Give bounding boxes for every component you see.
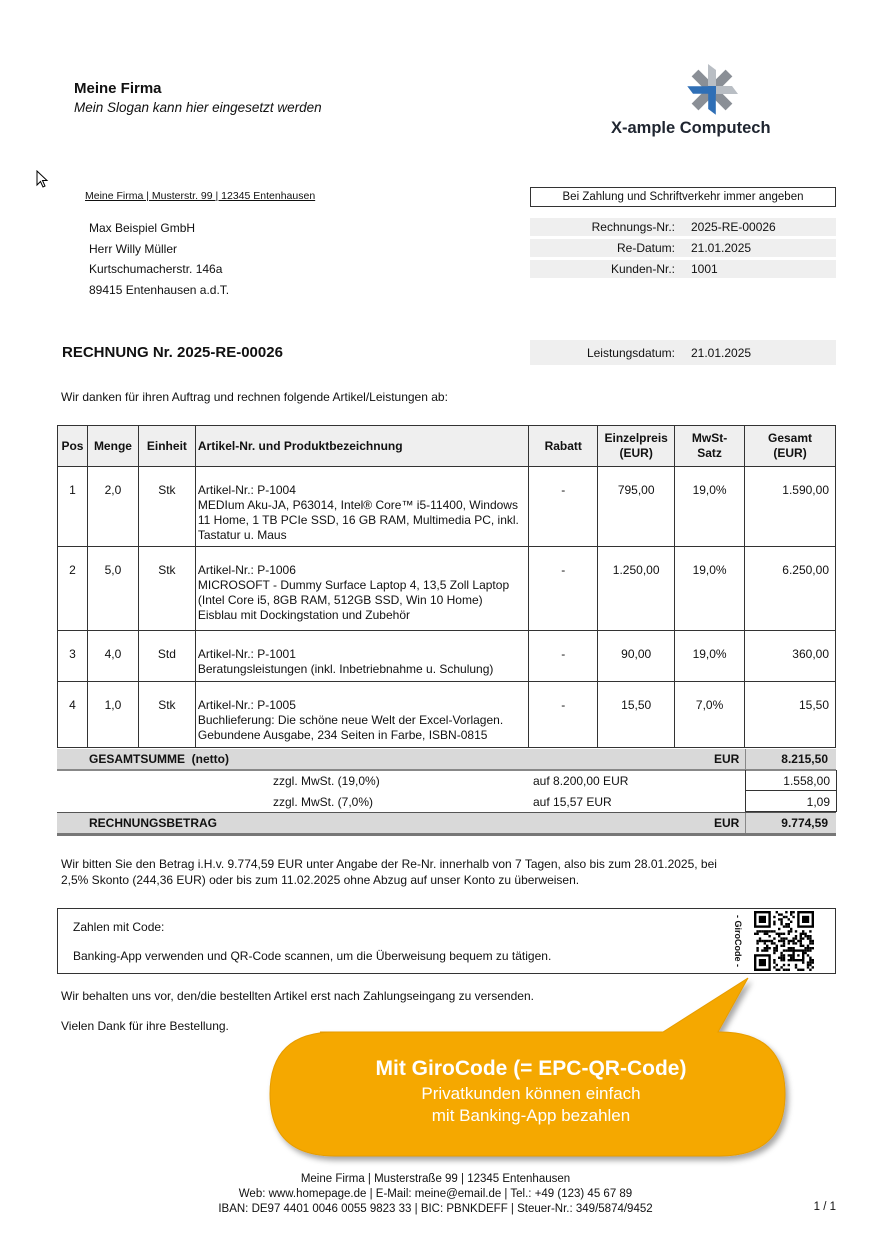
row-vat: 19,0% bbox=[675, 467, 745, 547]
mouse-cursor-icon bbox=[36, 170, 50, 190]
desc-line: MEDIum Aku-JA, P63014, Intel® Core™ i5-11400, Windows bbox=[197, 498, 518, 512]
gross-total-bar bbox=[57, 812, 836, 836]
callout-title: Mit GiroCode (= EPC-QR-Code) bbox=[375, 1057, 687, 1080]
footer-address: Meine Firma | Musterstraße 99 | 12345 Entenhausen bbox=[300, 1173, 571, 1185]
footer-contact: Web: www.homepage.de | E-Mail: meine@email.de | Tel.: +49 (123) 45 67 89 bbox=[238, 1188, 633, 1200]
vat19-amount: 1.558,00 bbox=[783, 774, 830, 788]
row-discount: - bbox=[529, 467, 598, 547]
row-unit: Stk bbox=[138, 682, 195, 748]
callout-text bbox=[270, 1055, 792, 1127]
service-date-row bbox=[530, 340, 836, 365]
net-total-amount: 8.215,50 bbox=[781, 752, 828, 766]
sender-return-address: Meine Firma | Musterstr. 99 | 12345 Entenhausen bbox=[85, 190, 316, 202]
desc-line: MICROSOFT - Dummy Surface Laptop 4, 13,5 Zoll Laptop bbox=[197, 578, 510, 592]
desc-line: Gebundene Ausgabe, 234 Seiten in Farbe, ISBN-0815 bbox=[197, 728, 488, 742]
gross-total-currency: EUR bbox=[714, 816, 740, 830]
col-header-desc: Artikel-Nr. und Produktbezeichnung bbox=[195, 426, 528, 467]
desc-line: Tastatur u. Maus bbox=[197, 528, 287, 542]
service-date-label: Leistungsdatum: bbox=[586, 346, 675, 360]
row-unit-price: 1.250,00 bbox=[598, 547, 675, 631]
desc-line: Artikel-Nr.: P-1001 bbox=[197, 647, 296, 661]
row-unit-price: 15,50 bbox=[598, 682, 675, 748]
row-qty: 5,0 bbox=[87, 547, 138, 631]
table-row bbox=[58, 547, 836, 631]
col-header-total-line2: (EUR) bbox=[773, 446, 807, 460]
row-qty: 4,0 bbox=[87, 631, 138, 682]
thank-you-note: Vielen Dank für ihre Bestellung. bbox=[61, 1019, 229, 1033]
customer-number-value: 1001 bbox=[691, 262, 718, 276]
row-total: 15,50 bbox=[745, 682, 836, 748]
table-row bbox=[58, 467, 836, 547]
col-header-total bbox=[745, 426, 836, 467]
col-header-pos: Pos bbox=[58, 426, 88, 467]
row-unit: Stk bbox=[138, 547, 195, 631]
recipient-company: Max Beispiel GmbH bbox=[89, 221, 196, 235]
col-header-unit: Einheit bbox=[138, 426, 195, 467]
row-discount: - bbox=[529, 682, 598, 748]
table-row bbox=[58, 631, 836, 682]
vat7-base: auf 15,57 EUR bbox=[533, 795, 612, 809]
row-pos: 3 bbox=[58, 631, 88, 682]
col-header-discount: Rabatt bbox=[529, 426, 598, 467]
col-header-qty: Menge bbox=[87, 426, 138, 467]
vat19-amount-box bbox=[745, 770, 837, 791]
row-total: 6.250,00 bbox=[745, 547, 836, 631]
invoice-date-row bbox=[530, 239, 836, 257]
girocode-vertical-label bbox=[726, 911, 744, 971]
col-header-total-line1: Gesamt bbox=[768, 431, 813, 445]
desc-line: Eisblau mit Dockingstation und Zubehör bbox=[197, 608, 410, 622]
gross-total-amount: 9.774,59 bbox=[781, 816, 828, 830]
payment-terms-line: 2,5% Skonto (244,36 EUR) oder bis zum 11.02.2025 ohne Abzug auf unser Konto zu überweisen. bbox=[61, 873, 580, 887]
row-discount: - bbox=[529, 631, 598, 682]
gross-total-label: RECHNUNGSBETRAG bbox=[89, 816, 218, 830]
invoice-title: RECHNUNG Nr. 2025-RE-00026 bbox=[62, 344, 283, 361]
girocode-instructions: Banking-App verwenden und QR-Code scannen, um die Überweisung bequem zu tätigen. bbox=[73, 949, 552, 963]
row-total: 1.590,00 bbox=[745, 467, 836, 547]
company-name: Meine Firma bbox=[74, 80, 162, 97]
row-total: 360,00 bbox=[745, 631, 836, 682]
col-header-vat-line1: MwSt- bbox=[691, 431, 728, 445]
invoice-number-row bbox=[530, 218, 836, 236]
row-unit-price: 90,00 bbox=[598, 631, 675, 682]
vat7-amount: 1,09 bbox=[806, 795, 830, 809]
divider bbox=[745, 749, 746, 769]
desc-line: Artikel-Nr.: P-1005 bbox=[197, 698, 296, 712]
row-vat: 19,0% bbox=[675, 631, 745, 682]
col-header-unit-price-line1: Einzelpreis bbox=[604, 431, 668, 445]
payment-terms-line: Wir bitten Sie den Betrag i.H.v. 9.774,59 EUR unter Angabe der Re-Nr. innerhalb von 7 Tagen, also bis zum 28.01.2025, bei bbox=[61, 857, 717, 871]
row-description bbox=[195, 682, 528, 748]
invoice-number-value: 2025-RE-00026 bbox=[691, 220, 776, 234]
col-header-vat bbox=[675, 426, 745, 467]
girocode-box bbox=[57, 908, 836, 974]
girocode-title: Zahlen mit Code: bbox=[73, 920, 165, 934]
company-slogan: Mein Slogan kann hier eingesetzt werden bbox=[74, 100, 322, 115]
row-discount: - bbox=[529, 547, 598, 631]
vat19-label: zzgl. MwSt. (19,0%) bbox=[273, 774, 380, 788]
net-total-currency: EUR bbox=[714, 752, 740, 766]
intro-text: Wir danken für ihren Auftrag und rechnen folgende Artikel/Leistungen ab: bbox=[61, 390, 448, 404]
row-description bbox=[195, 631, 528, 682]
vat7-amount-box bbox=[745, 791, 837, 812]
col-header-unit-price bbox=[598, 426, 675, 467]
girocode-vertical-text: - GiroCode - bbox=[733, 915, 743, 967]
row-vat: 7,0% bbox=[675, 682, 745, 748]
row-description bbox=[195, 467, 528, 547]
customer-number-label: Kunden-Nr.: bbox=[610, 262, 675, 276]
customer-number-row bbox=[530, 260, 836, 278]
vat19-base: auf 8.200,00 EUR bbox=[533, 774, 629, 788]
vat19-row bbox=[57, 770, 836, 791]
desc-line: Beratungsleistungen (inkl. Inbetriebnahme u. Schulung) bbox=[197, 662, 494, 676]
row-qty: 2,0 bbox=[87, 467, 138, 547]
divider bbox=[745, 813, 746, 833]
recipient-contact: Herr Willy Müller bbox=[89, 242, 177, 256]
payment-terms bbox=[61, 856, 781, 888]
service-date-value: 21.01.2025 bbox=[691, 346, 752, 360]
vat7-row bbox=[57, 791, 836, 812]
recipient-street: Kurtschumacherstr. 146a bbox=[89, 262, 223, 276]
logo-text: X-ample Computech bbox=[611, 119, 771, 137]
row-unit: Stk bbox=[138, 467, 195, 547]
row-pos: 2 bbox=[58, 547, 88, 631]
recipient-city: 89415 Entenhausen a.d.T. bbox=[89, 283, 230, 297]
desc-line: Artikel-Nr.: P-1004 bbox=[197, 483, 296, 497]
row-unit: Std bbox=[138, 631, 195, 682]
callout-line: Privatkunden können einfach bbox=[421, 1084, 641, 1103]
invoice-number-label: Rechnungs-Nr.: bbox=[591, 220, 675, 234]
row-description bbox=[195, 547, 528, 631]
row-qty: 1,0 bbox=[87, 682, 138, 748]
col-header-vat-line2: Satz bbox=[697, 446, 722, 460]
payment-notice-box: Bei Zahlung und Schriftverkehr immer angeben bbox=[530, 187, 836, 207]
desc-line: Buchlieferung: Die schöne neue Welt der Excel-Vorlagen. bbox=[197, 713, 504, 727]
row-pos: 4 bbox=[58, 682, 88, 748]
desc-line: (Intel Core i5, 8GB RAM, 512GB SSD, Win 10 Home) bbox=[197, 593, 483, 607]
col-header-unit-price-line2: (EUR) bbox=[619, 446, 653, 460]
row-unit-price: 795,00 bbox=[598, 467, 675, 547]
table-row bbox=[58, 682, 836, 748]
row-pos: 1 bbox=[58, 467, 88, 547]
shipping-reserve-note: Wir behalten uns vor, den/die bestellten Artikel erst nach Zahlungseingang zu versenden. bbox=[61, 989, 534, 1003]
net-total-label: GESAMTSUMME (netto) bbox=[89, 752, 229, 766]
callout-line: mit Banking-App bezahlen bbox=[431, 1106, 631, 1125]
net-total-bar bbox=[57, 749, 836, 771]
invoice-date-value: 21.01.2025 bbox=[691, 241, 752, 255]
qr-code-icon bbox=[752, 911, 816, 971]
footer-bank: IBAN: DE97 4401 0046 0055 9823 33 | BIC: PBNKDEFF | Steuer-Nr.: 349/5874/9452 bbox=[218, 1203, 653, 1215]
vat7-label: zzgl. MwSt. (7,0%) bbox=[273, 795, 374, 809]
row-vat: 19,0% bbox=[675, 547, 745, 631]
items-table bbox=[57, 425, 836, 748]
table-header-row bbox=[58, 426, 836, 467]
desc-line: 11 Home, 1 TB PCIe SSD, 16 GB RAM, Multimedia PC, inkl. bbox=[197, 513, 519, 527]
page-number: 1 / 1 bbox=[813, 1201, 836, 1213]
invoice-date-label: Re-Datum: bbox=[616, 241, 675, 255]
desc-line: Artikel-Nr.: P-1006 bbox=[197, 563, 296, 577]
